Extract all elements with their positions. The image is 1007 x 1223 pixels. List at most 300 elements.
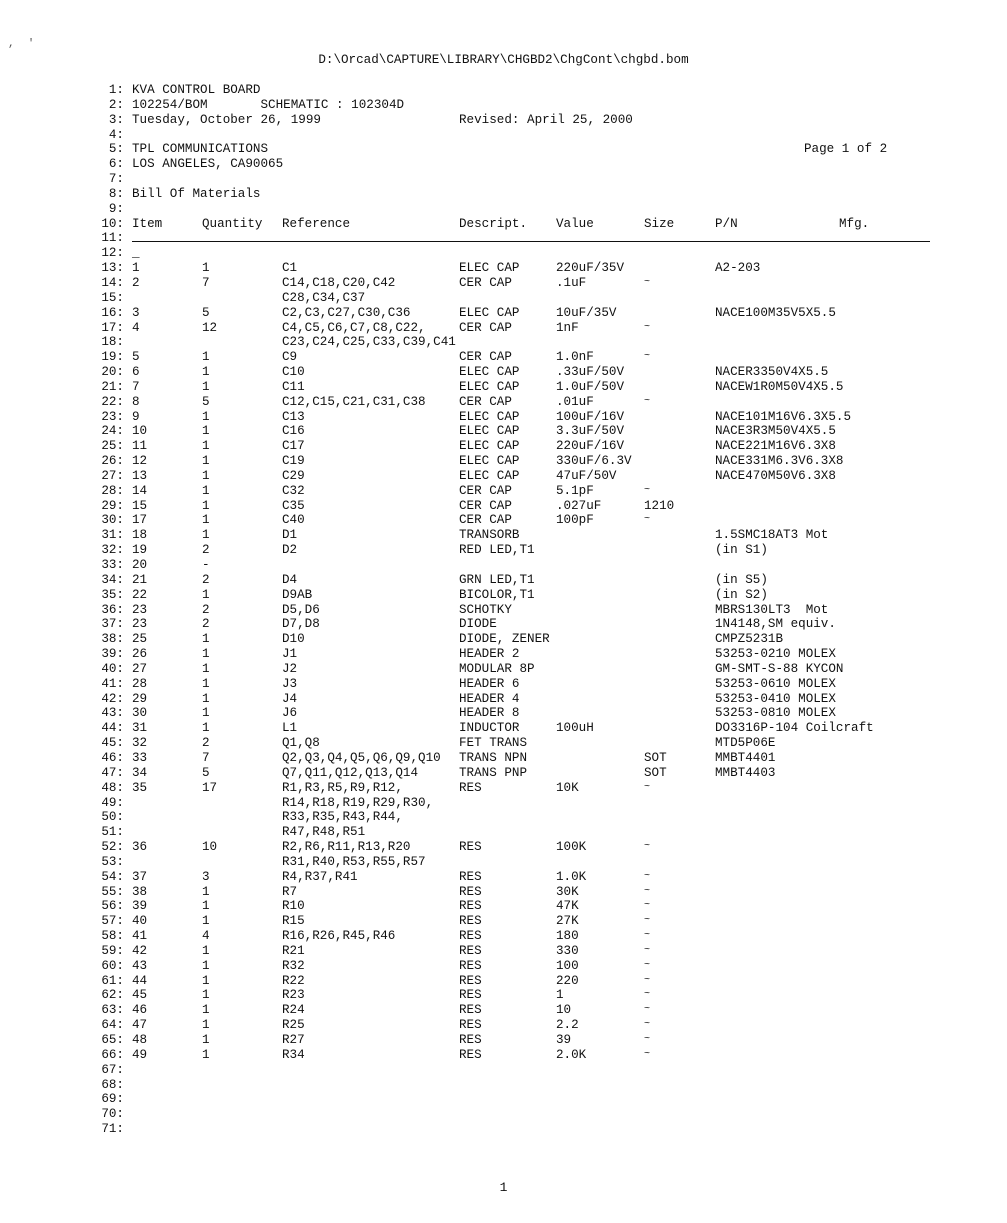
description-cell: CER CAP bbox=[459, 320, 512, 335]
reference-cell: R1,R3,R5,R9,R12, bbox=[282, 780, 403, 795]
report-line bbox=[90, 246, 920, 261]
item-cell: 43 bbox=[132, 958, 148, 973]
value-cell: 220uF/35V bbox=[556, 261, 625, 276]
reference-cell: Q2,Q3,Q4,Q5,Q6,Q9,Q10 bbox=[282, 750, 441, 765]
report-line bbox=[90, 291, 920, 306]
description-cell: CER CAP bbox=[459, 498, 512, 513]
reference-cell: R34 bbox=[282, 1047, 305, 1062]
description-cell: RES bbox=[459, 1047, 482, 1062]
item-cell: 25 bbox=[132, 632, 148, 647]
description-cell: RES bbox=[459, 973, 482, 988]
reference-cell: C4,C5,C6,C7,C8,C22, bbox=[282, 320, 426, 335]
description-cell: RES bbox=[459, 929, 482, 944]
reference-cell: C2,C3,C27,C30,C36 bbox=[282, 305, 411, 320]
part-number-cell: CMPZ5231B bbox=[715, 632, 784, 647]
line-number: 44: bbox=[101, 721, 124, 736]
part-number-cell: 1N4148,SM equiv. bbox=[715, 617, 836, 632]
report-line bbox=[90, 914, 920, 929]
reference-cell: R47,R48,R51 bbox=[282, 825, 366, 840]
header-text: Tuesday, October 26, 1999 bbox=[132, 112, 321, 127]
reference-cell: R10 bbox=[282, 899, 305, 914]
quantity-cell: 1 bbox=[202, 958, 210, 973]
value-cell: 220 bbox=[556, 973, 579, 988]
part-number-cell: NACE101M16V6.3X5.5 bbox=[715, 409, 852, 424]
report-line bbox=[90, 439, 920, 454]
size-cell: ~ bbox=[644, 900, 651, 912]
report-line bbox=[90, 1063, 920, 1078]
size-cell: ~ bbox=[644, 781, 651, 793]
reference-cell: C9 bbox=[282, 350, 298, 365]
part-number-cell: MMBT4401 bbox=[715, 750, 776, 765]
description-cell: ELEC CAP bbox=[459, 424, 520, 439]
report-line bbox=[90, 1107, 920, 1122]
value-cell: 100uH bbox=[556, 721, 594, 736]
line-number: 30: bbox=[101, 513, 124, 528]
report-line bbox=[90, 647, 920, 662]
size-cell: ~ bbox=[644, 514, 651, 526]
reference-cell: Q7,Q11,Q12,Q13,Q14 bbox=[282, 765, 419, 780]
report-line bbox=[90, 499, 920, 514]
value-cell: 100uF/16V bbox=[556, 409, 625, 424]
report-line bbox=[90, 929, 920, 944]
report-line bbox=[90, 1033, 920, 1048]
item-cell: 1 bbox=[132, 261, 140, 276]
line-number: 19: bbox=[101, 350, 124, 365]
description-cell: RES bbox=[459, 1033, 482, 1047]
reference-cell: L1 bbox=[282, 721, 298, 736]
size-cell: SOT bbox=[644, 750, 667, 765]
value-cell: .33uF/50V bbox=[556, 365, 625, 380]
line-number: 23: bbox=[101, 409, 124, 424]
line-number: 6: bbox=[108, 157, 124, 172]
report-line bbox=[90, 974, 920, 989]
quantity-cell: 1 bbox=[202, 943, 210, 958]
report-line bbox=[90, 335, 920, 350]
description-cell: RES bbox=[459, 840, 482, 855]
quantity-cell: 1 bbox=[202, 365, 210, 380]
quantity-cell: 1 bbox=[202, 1018, 210, 1033]
reference-cell: R24 bbox=[282, 1003, 305, 1018]
quantity-cell: 1 bbox=[202, 1003, 210, 1018]
quantity-cell: 4 bbox=[202, 929, 210, 944]
line-number: 59: bbox=[101, 943, 124, 958]
line-number: 4: bbox=[108, 127, 124, 142]
line-number: 21: bbox=[101, 379, 124, 394]
quantity-cell: 1 bbox=[202, 424, 210, 439]
line-number: 53: bbox=[101, 854, 124, 869]
line-number: 41: bbox=[101, 676, 124, 691]
description-cell: CER CAP bbox=[459, 483, 512, 498]
report-line bbox=[90, 885, 920, 900]
size-cell: ~ bbox=[644, 915, 651, 927]
item-cell: 6 bbox=[132, 365, 140, 380]
description-cell: RES bbox=[459, 914, 482, 929]
value-cell: 10 bbox=[556, 1003, 572, 1018]
report-line bbox=[90, 796, 920, 811]
report-line bbox=[90, 1122, 920, 1137]
line-number: 71: bbox=[101, 1122, 124, 1137]
value-cell: 39 bbox=[556, 1033, 572, 1047]
report-line bbox=[90, 558, 920, 573]
part-number-cell: NACE221M16V6.3X8 bbox=[715, 439, 836, 454]
value-cell: 47uF/50V bbox=[556, 468, 617, 483]
reference-cell: R33,R35,R43,R44, bbox=[282, 810, 403, 825]
quantity-cell: 3 bbox=[202, 869, 210, 884]
item-cell: 9 bbox=[132, 409, 140, 424]
report-line bbox=[90, 751, 920, 766]
quantity-cell: 17 bbox=[202, 780, 218, 795]
report-line bbox=[90, 157, 920, 172]
size-cell: ~ bbox=[644, 351, 651, 363]
quantity-cell: 1 bbox=[202, 884, 210, 899]
column-header-mfg: Mfg. bbox=[839, 216, 870, 231]
item-cell: 45 bbox=[132, 988, 148, 1003]
column-header-ref: Reference bbox=[282, 216, 351, 231]
line-number: 55: bbox=[101, 884, 124, 899]
report-line bbox=[90, 855, 920, 870]
line-number: 36: bbox=[101, 602, 124, 617]
revised-date: Revised: April 25, 2000 bbox=[459, 112, 633, 127]
header-text: Bill Of Materials bbox=[132, 186, 261, 201]
header-text: 102254/BOM SCHEMATIC : 102304D bbox=[132, 97, 405, 112]
quantity-cell: 2 bbox=[202, 572, 210, 587]
item-cell: 47 bbox=[132, 1018, 148, 1033]
description-cell: RES bbox=[459, 899, 482, 914]
quantity-cell: 1 bbox=[202, 468, 210, 483]
report-line bbox=[90, 1048, 920, 1063]
line-number: 51: bbox=[101, 825, 124, 840]
reference-cell: C40 bbox=[282, 513, 305, 528]
description-cell: RES bbox=[459, 1003, 482, 1018]
quantity-cell: 1 bbox=[202, 706, 210, 721]
reference-cell: R15 bbox=[282, 914, 305, 929]
line-number: 15: bbox=[101, 290, 124, 305]
quantity-cell: 1 bbox=[202, 528, 210, 543]
size-cell: ~ bbox=[644, 1048, 651, 1060]
line-number: 5: bbox=[108, 142, 124, 157]
item-cell: 48 bbox=[132, 1033, 148, 1047]
description-cell: ELEC CAP bbox=[459, 439, 520, 454]
reference-cell: R27 bbox=[282, 1033, 305, 1047]
report-line bbox=[90, 172, 920, 187]
report-line bbox=[90, 692, 920, 707]
description-cell: RES bbox=[459, 869, 482, 884]
part-number-cell: NACE470M50V6.3X8 bbox=[715, 468, 836, 483]
header-divider bbox=[132, 241, 930, 242]
description-cell: ELEC CAP bbox=[459, 261, 520, 276]
reference-cell: D4 bbox=[282, 572, 298, 587]
reference-cell: R32 bbox=[282, 958, 305, 973]
quantity-cell: 1 bbox=[202, 691, 210, 706]
item-cell: 2 bbox=[132, 275, 140, 290]
item-cell: 13 bbox=[132, 468, 148, 483]
quantity-cell: 1 bbox=[202, 409, 210, 424]
report-line bbox=[90, 1018, 920, 1033]
line-number: 64: bbox=[101, 1018, 124, 1033]
value-cell: 30K bbox=[556, 884, 579, 899]
report-line bbox=[90, 588, 920, 603]
report-line bbox=[90, 410, 920, 425]
report-line bbox=[90, 528, 920, 543]
report-line bbox=[90, 142, 920, 157]
item-cell: 22 bbox=[132, 587, 148, 602]
line-number: 34: bbox=[101, 572, 124, 587]
line-number: 67: bbox=[101, 1062, 124, 1077]
item-cell: 19 bbox=[132, 543, 148, 558]
column-header-pn: P/N bbox=[715, 216, 738, 231]
reference-cell: D9AB bbox=[282, 587, 313, 602]
line-number: 9: bbox=[108, 201, 124, 216]
description-cell: INDUCTOR bbox=[459, 721, 520, 736]
reference-cell: C32 bbox=[282, 483, 305, 498]
reference-cell: C11 bbox=[282, 379, 305, 394]
value-cell: 330uF/6.3V bbox=[556, 454, 632, 469]
report-line bbox=[90, 632, 920, 647]
part-number-cell: GM-SMT-S-88 KYCON bbox=[715, 661, 844, 676]
report-line bbox=[90, 365, 920, 380]
page-number: 1 bbox=[499, 1180, 508, 1195]
line-number: 70: bbox=[101, 1107, 124, 1122]
size-cell: ~ bbox=[644, 484, 651, 496]
part-number-cell: 1.5SMC18AT3 Mot bbox=[715, 528, 829, 543]
item-cell: 46 bbox=[132, 1003, 148, 1018]
report-line bbox=[90, 899, 920, 914]
value-cell: 180 bbox=[556, 929, 579, 944]
quantity-cell: 1 bbox=[202, 439, 210, 454]
line-number: 10: bbox=[101, 216, 124, 231]
quantity-cell: 1 bbox=[202, 1033, 210, 1047]
report-line bbox=[90, 350, 920, 365]
reference-cell: C10 bbox=[282, 365, 305, 380]
part-number-cell: MBRS130LT3 Mot bbox=[715, 602, 829, 617]
report-line bbox=[90, 603, 920, 618]
report-line bbox=[90, 231, 920, 246]
item-cell: 15 bbox=[132, 498, 148, 513]
reference-cell: R23 bbox=[282, 988, 305, 1003]
line-number: 25: bbox=[101, 439, 124, 454]
value-cell: .1uF bbox=[556, 275, 587, 290]
reference-cell: J4 bbox=[282, 691, 298, 706]
part-number-cell: DO3316P-104 Coilcraft bbox=[715, 721, 874, 736]
line-number: 27: bbox=[101, 468, 124, 483]
line-number: 1: bbox=[108, 83, 124, 97]
value-cell: 1.0uF/50V bbox=[556, 379, 625, 394]
size-cell: ~ bbox=[644, 885, 651, 897]
line-number: 32: bbox=[101, 543, 124, 558]
quantity-cell: 1 bbox=[202, 647, 210, 662]
part-number-cell: NACEW1R0M50V4X5.5 bbox=[715, 379, 844, 394]
report-line bbox=[90, 766, 920, 781]
part-number-cell: MMBT4403 bbox=[715, 765, 776, 780]
item-cell: 23 bbox=[132, 602, 148, 617]
reference-cell: R14,R18,R19,R29,R30, bbox=[282, 795, 434, 810]
line-number: 50: bbox=[101, 810, 124, 825]
description-cell: TRANSORB bbox=[459, 528, 520, 543]
report-line bbox=[90, 321, 920, 336]
value-cell: .027uF bbox=[556, 498, 602, 513]
report-line bbox=[90, 706, 920, 721]
item-cell: 41 bbox=[132, 929, 148, 944]
quantity-cell: 1 bbox=[202, 988, 210, 1003]
part-number-cell: NACE3R3M50V4X5.5 bbox=[715, 424, 836, 439]
line-number: 45: bbox=[101, 736, 124, 751]
report-line bbox=[90, 113, 920, 128]
item-cell: 49 bbox=[132, 1047, 148, 1062]
description-cell: RES bbox=[459, 1018, 482, 1033]
line-number: 49: bbox=[101, 795, 124, 810]
part-number-cell: NACER3350V4X5.5 bbox=[715, 365, 829, 380]
item-cell: 29 bbox=[132, 691, 148, 706]
report-line bbox=[90, 988, 920, 1003]
size-cell: 1210 bbox=[644, 498, 675, 513]
value-cell: 1.0nF bbox=[556, 350, 594, 365]
description-cell: RES bbox=[459, 943, 482, 958]
item-cell: 42 bbox=[132, 943, 148, 958]
reference-cell: R4,R37,R41 bbox=[282, 869, 358, 884]
column-header-size: Size bbox=[644, 216, 675, 231]
line-number: 11: bbox=[101, 231, 124, 246]
item-cell: 32 bbox=[132, 736, 148, 751]
description-cell: CER CAP bbox=[459, 350, 512, 365]
item-cell: 36 bbox=[132, 840, 148, 855]
reference-cell: C17 bbox=[282, 439, 305, 454]
description-cell: HEADER 4 bbox=[459, 691, 520, 706]
column-header-value: Value bbox=[556, 216, 594, 231]
part-number-cell: NACE331M6.3V6.3X8 bbox=[715, 454, 844, 469]
report-line bbox=[90, 617, 920, 632]
report-line bbox=[90, 870, 920, 885]
quantity-cell: 7 bbox=[202, 750, 210, 765]
quantity-cell: 1 bbox=[202, 261, 210, 276]
size-cell: ~ bbox=[644, 870, 651, 882]
report-line bbox=[90, 202, 920, 217]
line-number: 56: bbox=[101, 899, 124, 914]
quantity-cell: 1 bbox=[202, 498, 210, 513]
value-cell: 3.3uF/50V bbox=[556, 424, 625, 439]
quantity-cell: 1 bbox=[202, 721, 210, 736]
line-number: 28: bbox=[101, 483, 124, 498]
scan-marks: , ′ bbox=[8, 38, 35, 50]
item-cell: 12 bbox=[132, 454, 148, 469]
line-number: 47: bbox=[101, 765, 124, 780]
description-cell: RED LED,T1 bbox=[459, 543, 535, 558]
description-cell: DIODE, ZENER bbox=[459, 632, 550, 647]
value-cell: 220uF/16V bbox=[556, 439, 625, 454]
reference-cell: D7,D8 bbox=[282, 617, 320, 632]
item-cell: 33 bbox=[132, 750, 148, 765]
item-cell: 34 bbox=[132, 765, 148, 780]
description-cell: RES bbox=[459, 780, 482, 795]
quantity-cell: 2 bbox=[202, 736, 210, 751]
description-cell: ELEC CAP bbox=[459, 379, 520, 394]
part-number-cell: 53253-0810 MOLEX bbox=[715, 706, 836, 721]
size-cell: ~ bbox=[644, 1019, 651, 1031]
quantity-cell: 1 bbox=[202, 676, 210, 691]
value-cell: 27K bbox=[556, 914, 579, 929]
report-line bbox=[90, 662, 920, 677]
reference-cell: D1 bbox=[282, 528, 298, 543]
item-cell: 20 bbox=[132, 558, 148, 572]
report-line bbox=[90, 128, 920, 143]
reference-cell: R22 bbox=[282, 973, 305, 988]
value-cell: 100pF bbox=[556, 513, 594, 528]
report-line bbox=[90, 543, 920, 558]
description-cell: ELEC CAP bbox=[459, 468, 520, 483]
size-cell: ~ bbox=[644, 321, 651, 333]
line-number: 42: bbox=[101, 691, 124, 706]
value-cell: 5.1pF bbox=[556, 483, 594, 498]
report-line bbox=[90, 276, 920, 291]
reference-cell: C1 bbox=[282, 261, 298, 276]
quantity-cell: 1 bbox=[202, 899, 210, 914]
item-cell: 14 bbox=[132, 483, 148, 498]
item-cell: 10 bbox=[132, 424, 148, 439]
item-cell: 11 bbox=[132, 439, 148, 454]
quantity-cell: 1 bbox=[202, 973, 210, 988]
value-cell: 100K bbox=[556, 840, 587, 855]
description-cell: CER CAP bbox=[459, 275, 512, 290]
report-line bbox=[90, 959, 920, 974]
line-number: 43: bbox=[101, 706, 124, 721]
item-cell: _ bbox=[132, 246, 140, 261]
item-cell: 35 bbox=[132, 780, 148, 795]
reference-cell: R21 bbox=[282, 943, 305, 958]
value-cell: 1.0K bbox=[556, 869, 587, 884]
quantity-cell: 5 bbox=[202, 765, 210, 780]
reference-cell: R2,R6,R11,R13,R20 bbox=[282, 840, 411, 855]
size-cell: ~ bbox=[644, 959, 651, 971]
quantity-cell: 1 bbox=[202, 483, 210, 498]
item-cell: 39 bbox=[132, 899, 148, 914]
reference-cell: C29 bbox=[282, 468, 305, 483]
value-cell: 10K bbox=[556, 780, 579, 795]
value-cell: .01uF bbox=[556, 394, 594, 409]
item-cell: 8 bbox=[132, 394, 140, 409]
size-cell: ~ bbox=[644, 974, 651, 986]
item-cell: 31 bbox=[132, 721, 148, 736]
item-cell: 30 bbox=[132, 706, 148, 721]
value-cell: 100 bbox=[556, 958, 579, 973]
line-number: 35: bbox=[101, 587, 124, 602]
description-cell: TRANS PNP bbox=[459, 765, 528, 780]
line-number: 22: bbox=[101, 394, 124, 409]
item-cell: 4 bbox=[132, 320, 140, 335]
item-cell: 27 bbox=[132, 661, 148, 676]
quantity-cell: 1 bbox=[202, 513, 210, 528]
line-number: 40: bbox=[101, 661, 124, 676]
line-number: 62: bbox=[101, 988, 124, 1003]
page-indicator: Page 1 of 2 bbox=[804, 142, 888, 157]
line-number: 29: bbox=[101, 498, 124, 513]
line-number: 18: bbox=[101, 335, 124, 350]
description-cell: SCHOTKY bbox=[459, 602, 512, 617]
line-number: 38: bbox=[101, 632, 124, 647]
description-cell: MODULAR 8P bbox=[459, 661, 535, 676]
quantity-cell: 10 bbox=[202, 840, 218, 855]
part-number-cell: 53253-0210 MOLEX bbox=[715, 647, 836, 662]
report-line bbox=[90, 98, 920, 113]
description-cell: DIODE bbox=[459, 617, 497, 632]
description-cell: CER CAP bbox=[459, 513, 512, 528]
quantity-cell: 1 bbox=[202, 661, 210, 676]
quantity-cell: 1 bbox=[202, 914, 210, 929]
line-number: 66: bbox=[101, 1047, 124, 1062]
header-text: TPL COMMUNICATIONS bbox=[132, 142, 269, 157]
report-line bbox=[90, 395, 920, 410]
reference-cell: C23,C24,C25,C33,C39,C41 bbox=[282, 335, 456, 350]
quantity-cell: 1 bbox=[202, 379, 210, 394]
value-cell: 1nF bbox=[556, 320, 579, 335]
